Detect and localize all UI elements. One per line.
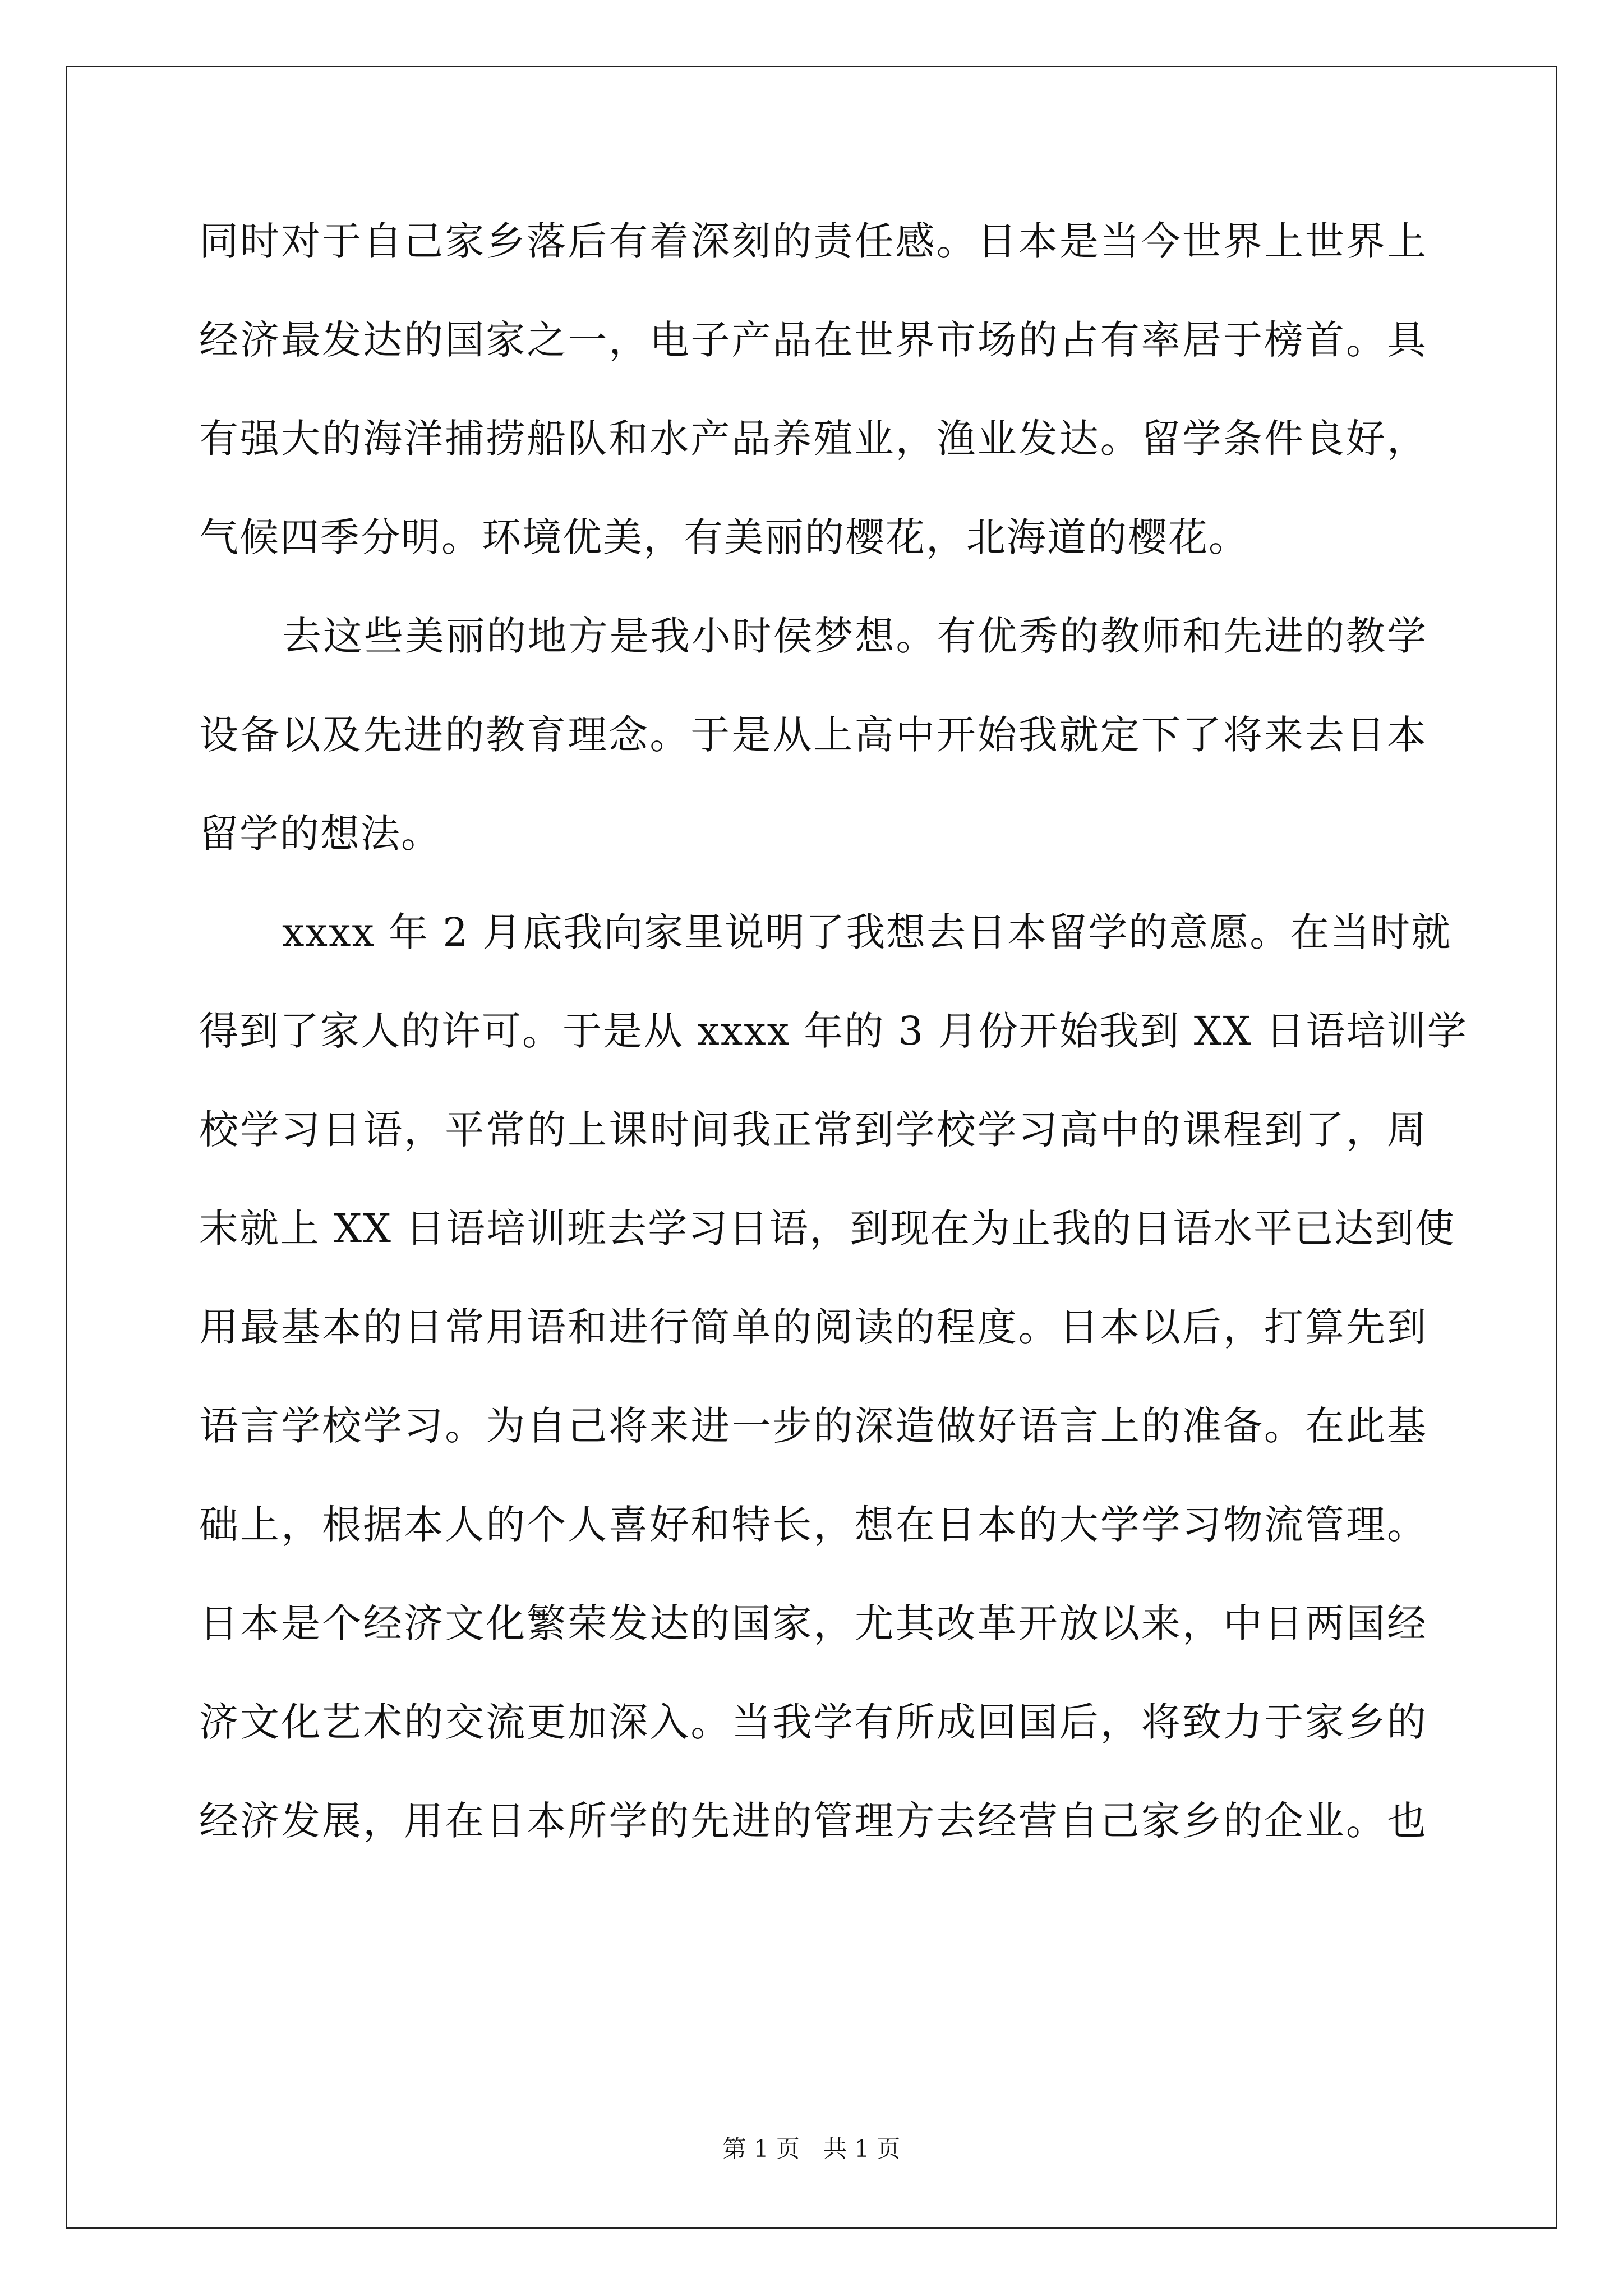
text-line: 日本是个经济文化繁荣发达的国家，尤其改革开放以来，中日两国经 bbox=[199, 1600, 1427, 1646]
text-line: 础上，根据本人的个人喜好和特长，想在日本的大学学习物流管理。 bbox=[199, 1502, 1427, 1548]
page-footer: 第 1 页 共 1 页 bbox=[722, 2135, 901, 2162]
text-line: 有强大的海洋捕捞船队和水产品养殖业，渔业发达。留学条件良好， bbox=[199, 416, 1427, 462]
text-line: 留学的想法。 bbox=[199, 811, 441, 857]
text-line: 济文化艺术的交流更加深入。当我学有所成回国后，将致力于家乡的 bbox=[199, 1699, 1427, 1745]
text-line: 用最基本的日常用语和进行简单的阅读的程度。日本以后，打算先到 bbox=[199, 1304, 1427, 1350]
text-line: 气候四季分明。环境优美，有美丽的樱花，北海道的樱花。 bbox=[199, 514, 1249, 560]
text-line: 经济发展，用在日本所学的先进的管理方去经营自己家乡的企业。也 bbox=[199, 1798, 1427, 1844]
text-line: 得到了家人的许可。于是从 xxxx 年的 3 月份开始我到 XX 日语培训学 bbox=[199, 1008, 1468, 1054]
text-line: 去这些美丽的地方是我小时侯梦想。有优秀的教师和先进的教学 bbox=[282, 613, 1427, 659]
text-line: 语言学校学习。为自己将来进一步的深造做好语言上的准备。在此基 bbox=[199, 1403, 1427, 1449]
text-line: 同时对于自己家乡落后有着深刻的责任感。日本是当今世界上世界上 bbox=[199, 218, 1427, 264]
text-line: 经济最发达的国家之一，电子产品在世界市场的占有率居于榜首。具 bbox=[199, 317, 1427, 363]
text-line: 设备以及先进的教育理念。于是从上高中开始我就定下了将来去日本 bbox=[199, 712, 1427, 758]
text-line: 末就上 XX 日语培训班去学习日语，到现在为止我的日语水平已达到使 bbox=[199, 1205, 1456, 1251]
document-body bbox=[199, 213, 1468, 1892]
text-line: xxxx 年 2 月底我向家里说明了我想去日本留学的意愿。在当时就 bbox=[282, 909, 1452, 955]
text-line: 校学习日语，平常的上课时间我正常到学校学习高中的课程到了，周 bbox=[199, 1107, 1427, 1153]
